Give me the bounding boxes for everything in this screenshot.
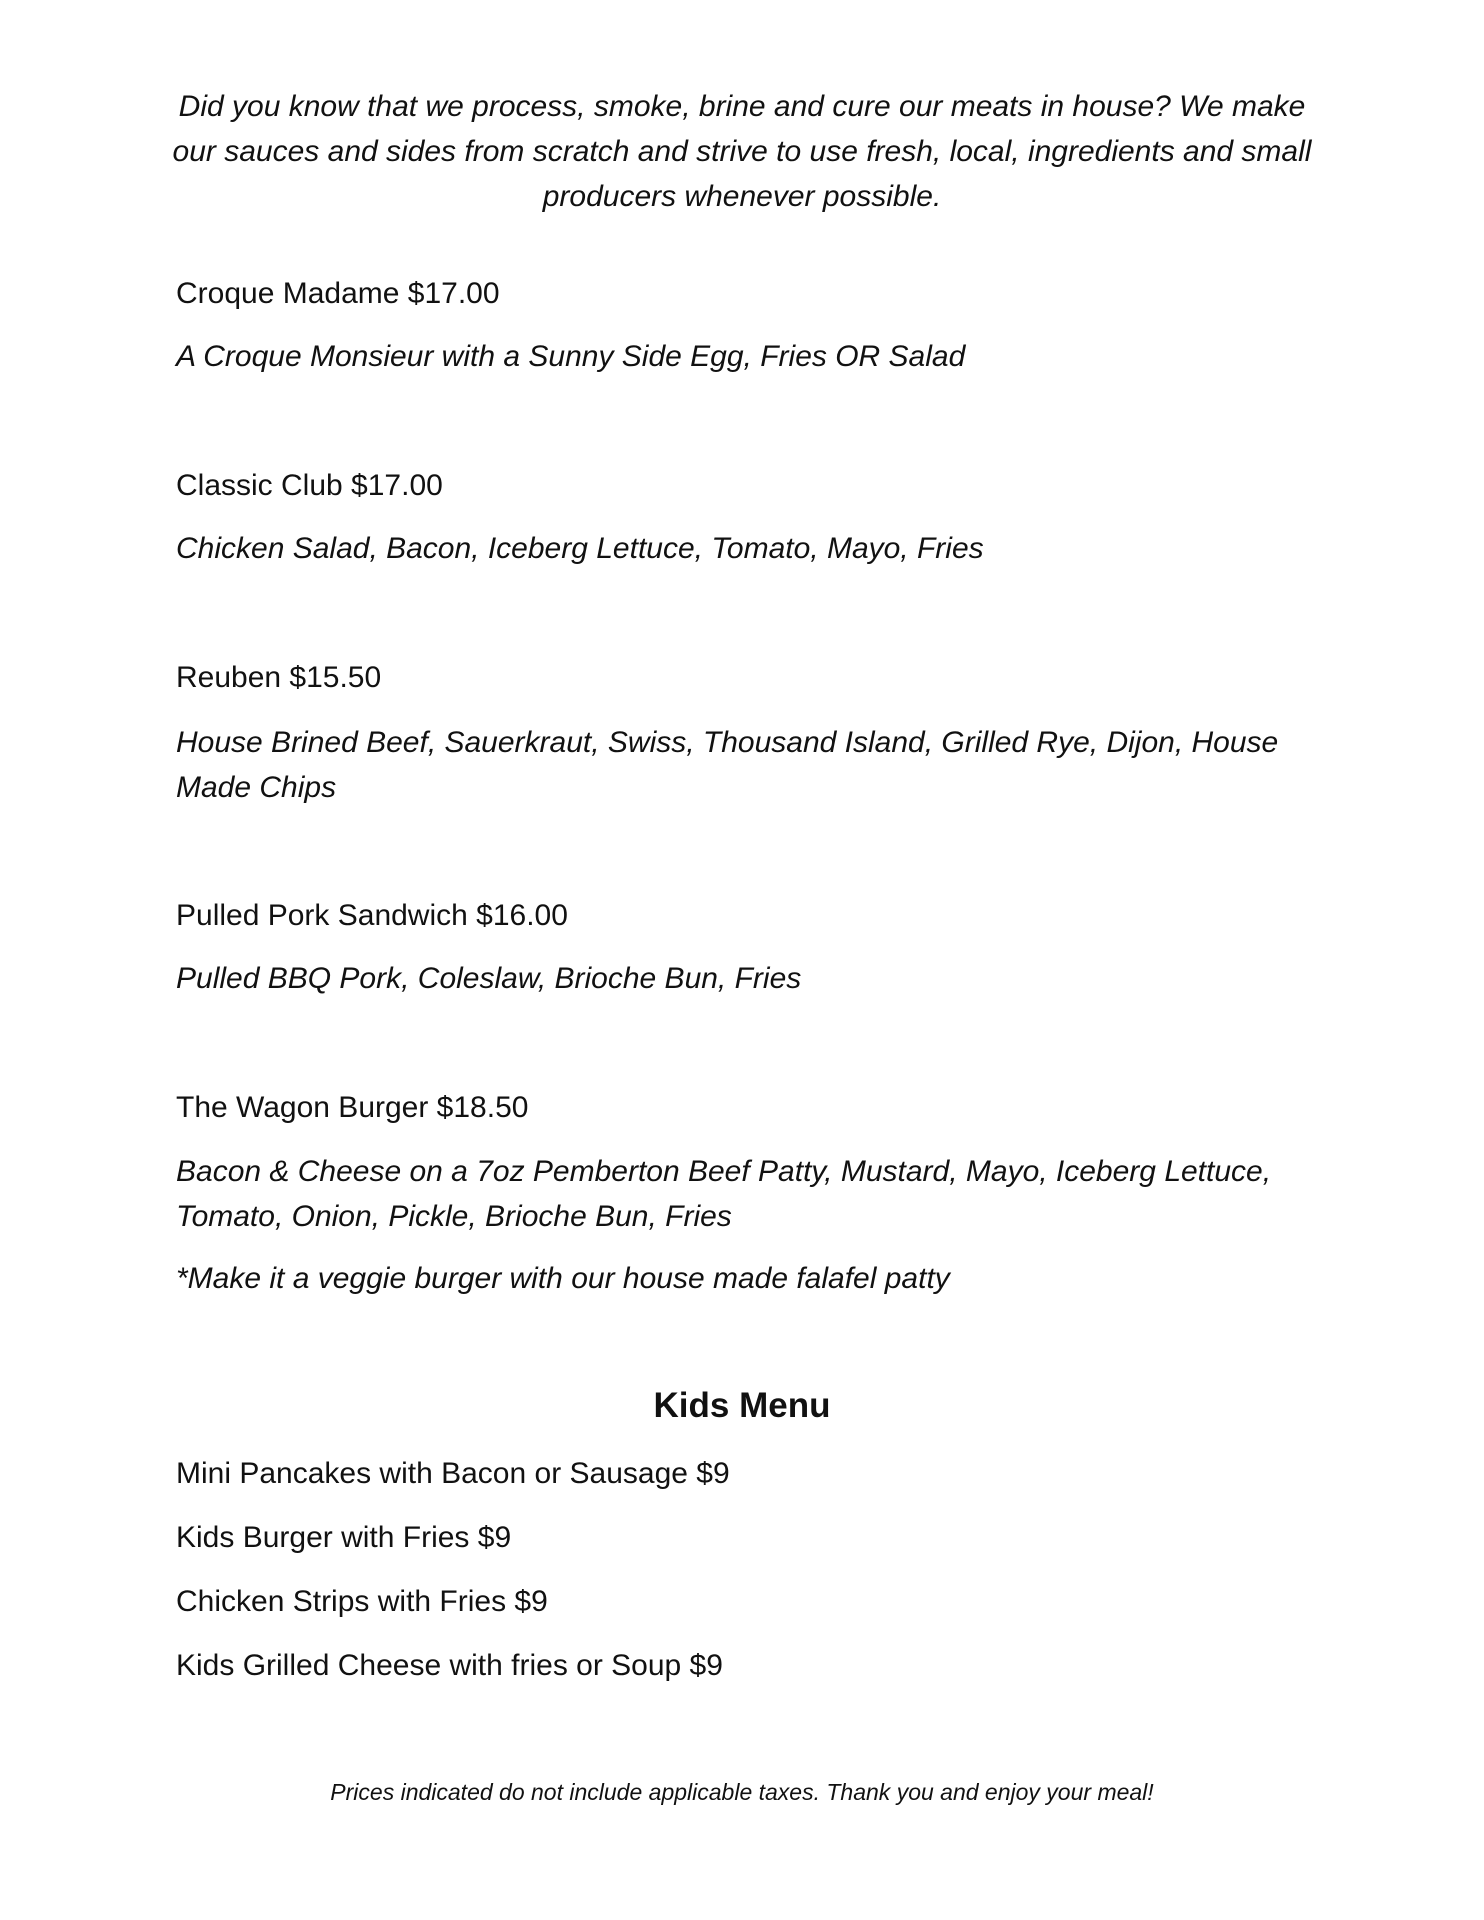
item-croque-madame-desc: A Croque Monsieur with a Sunny Side Egg, Fries OR Salad <box>176 340 966 373</box>
item-reuben-name: Reuben $15.50 <box>176 661 382 694</box>
item-croque-madame-name: Croque Madame $17.00 <box>176 277 500 310</box>
kids-menu-title: Kids Menu <box>653 1386 831 1425</box>
item-wagon-burger-desc: Bacon & Cheese on a 7oz Pemberton Beef Patty, Mustard, Mayo, Iceberg Lettuce, Tomato, Onion, Pickle, Brioche Bun, Fries <box>176 1155 1272 1233</box>
item-wagon-burger-name: The Wagon Burger $18.50 <box>176 1091 529 1124</box>
item-pulled-pork-desc: Pulled BBQ Pork, Coleslaw, Brioche Bun, Fries <box>176 962 802 995</box>
kids-item: Kids Burger with Fries $9 <box>176 1521 512 1554</box>
footer-note: Prices indicated do not include applicable taxes. Thank you and enjoy your meal! <box>330 1779 1154 1805</box>
intro-text: Did you know that we process, smoke, brine and cure our meats in house? We make our sauces and sides from scratch and strive to use fresh, local, ingredients and small producers whenever possible. <box>172 90 1312 213</box>
item-reuben-desc: House Brined Beef, Sauerkraut, Swiss, Thousand Island, Grilled Rye, Dijon, House Made Chips <box>176 726 1279 804</box>
kids-item: Kids Grilled Cheese with fries or Soup $9 <box>176 1649 723 1682</box>
item-classic-club-name: Classic Club $17.00 <box>176 469 443 502</box>
kids-item: Chicken Strips with Fries $9 <box>176 1585 548 1618</box>
item-wagon-burger-note: *Make it a veggie burger with our house made falafel patty <box>176 1262 950 1295</box>
item-pulled-pork-name: Pulled Pork Sandwich $16.00 <box>176 899 568 932</box>
kids-item: Mini Pancakes with Bacon or Sausage $9 <box>176 1457 730 1490</box>
item-classic-club-desc: Chicken Salad, Bacon, Iceberg Lettuce, Tomato, Mayo, Fries <box>176 532 984 565</box>
